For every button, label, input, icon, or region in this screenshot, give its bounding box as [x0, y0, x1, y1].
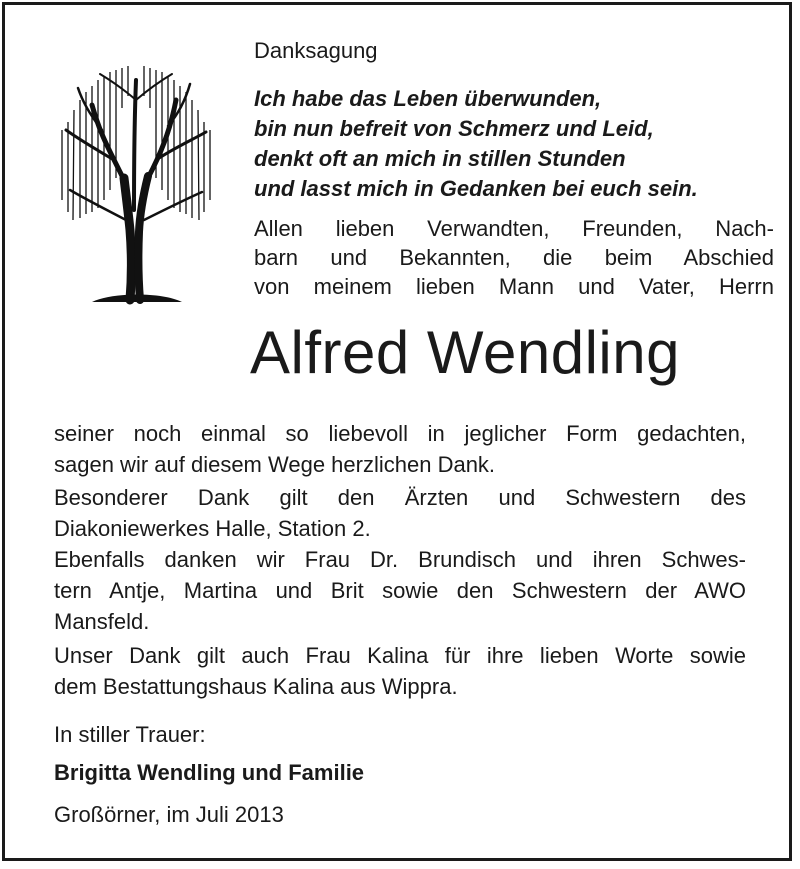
paragraph-doctors [54, 482, 746, 544]
weeping-tree-icon [52, 60, 218, 306]
paragraph-line: Diakoniewerkes Halle, Station 2. [54, 516, 371, 541]
intro-line: Allen lieben Verwandten, Freunden, Nach- [254, 216, 774, 241]
poem [254, 84, 774, 204]
paragraph-line: Ebenfalls danken wir Frau Dr. Brundisch und ihren Schwes- [54, 547, 746, 572]
heading: Danksagung [254, 38, 378, 63]
intro-text [254, 214, 774, 301]
paragraph-line: Mansfeld. [54, 609, 150, 634]
mourning-label: In stiller Trauer: [54, 722, 206, 747]
paragraph-line: dem Bestattungshaus Kalina aus Wippra. [54, 674, 458, 699]
family-signature: Brigitta Wendling und Familie [54, 760, 365, 785]
paragraph-thanks [54, 418, 746, 480]
paragraph-line: Unser Dank gilt auch Frau Kalina für ihre lieben Worte sowie [54, 643, 746, 668]
deceased-name: Alfred Wendling [250, 319, 680, 386]
poem-line: Ich habe das Leben überwunden, [254, 86, 602, 111]
paragraph-line: sagen wir auf diesem Wege herzlichen Dank. [54, 452, 496, 477]
poem-line: denkt oft an mich in stillen Stunden [254, 146, 626, 171]
paragraph-line: seiner noch einmal so liebevoll in jeglicher Form gedachten, [54, 421, 746, 446]
place-date: Großörner, im Juli 2013 [54, 802, 284, 827]
poem-line: und lasst mich in Gedanken bei euch sein. [254, 176, 698, 201]
paragraph-line: Besonderer Dank gilt den Ärzten und Schwestern des [54, 485, 746, 510]
paragraph-line: tern Antje, Martina und Brit sowie den Schwestern der AWO [54, 578, 746, 603]
intro-line: von meinem lieben Mann und Vater, Herrn [254, 274, 774, 299]
intro-line: barn und Bekannten, die beim Abschied [254, 245, 774, 270]
paragraph-funeral-home [54, 640, 746, 702]
paragraph-nurses [54, 544, 746, 637]
poem-line: bin nun befreit von Schmerz und Leid, [254, 116, 654, 141]
